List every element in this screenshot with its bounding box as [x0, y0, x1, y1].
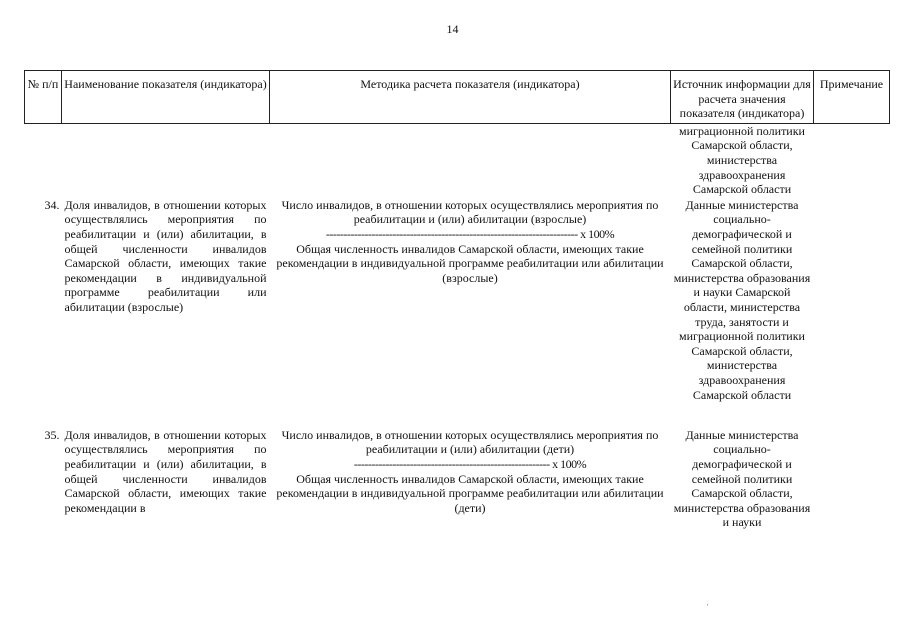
- continuation-source-cell: миграционной политики Самарской области, министерства здравоохранения Самарской области: [679, 123, 805, 197]
- note-cell: [814, 198, 890, 428]
- indicator-name: Доля инвалидов, в отношении которых осуществлялись мероприятия по реабилитации и (или) абилитации, в общей численности инвалидов Самарской области, имеющих такие рекомендации в: [64, 427, 267, 515]
- header-num: № п/п: [25, 71, 62, 124]
- formula-denominator: Общая численность инвалидов Самарской области, имеющих такие рекомендации в индивидуальной программе реабилитации или абилитации (взрослые): [276, 241, 664, 285]
- row-number: 35.: [44, 427, 60, 442]
- calculation-method: [270, 198, 671, 428]
- scan-artifact: ˈ: [706, 603, 710, 614]
- information-source: Данные министерства социально-демографической и семейной политики Самарской области, министерства образования и науки Самарской области, министерства труда, занятости и миграционной политики Самарской области, министерства здравоохранения Самарской области: [673, 197, 811, 402]
- table-row: [25, 428, 890, 530]
- information-source: Данные министерства социально-демографической и семейной политики Самарской области, министерства образования и науки: [673, 427, 811, 530]
- formula-numerator: Число инвалидов, в отношении которых осуществлялись мероприятия по реабилитации и (или) абилитации (взрослые): [281, 197, 659, 227]
- table-header-row: [25, 71, 890, 124]
- formula-fraction-line: -------------------------------------------------------- х 100%: [353, 456, 587, 471]
- table-row-continuation: [25, 123, 890, 198]
- header-note: Примечание: [814, 71, 890, 124]
- formula-numerator: Число инвалидов, в отношении которых осуществлялись мероприятия по реабилитации и (или) абилитации (дети): [281, 427, 659, 457]
- row-number: 34.: [44, 197, 60, 212]
- calculation-method: [270, 428, 671, 530]
- note-cell: [814, 428, 890, 530]
- formula-denominator: Общая численность инвалидов Самарской области, имеющих такие рекомендации в индивидуальной программе реабилитации или абилитации (дети): [276, 471, 664, 515]
- header-source: Источник информации для расчета значения показателя (индикатора): [671, 71, 814, 124]
- table-row: [25, 198, 890, 428]
- indicator-name: Доля инвалидов, в отношении которых осуществлялись мероприятия по реабилитации и (или) абилитации, в общей численности инвалидов Самарской области, имеющих такие рекомендации в индивидуальной программе реабилитации или абилитации (взрослые): [64, 197, 267, 314]
- header-method: Методика расчета показателя (индикатора): [270, 71, 671, 124]
- page-number: 14: [446, 22, 459, 36]
- formula-fraction-line: ------------------------------------------------------------------------ х 100%: [325, 226, 615, 241]
- indicator-table: [24, 70, 890, 530]
- header-name: Наименование показателя (индикатора): [62, 71, 270, 124]
